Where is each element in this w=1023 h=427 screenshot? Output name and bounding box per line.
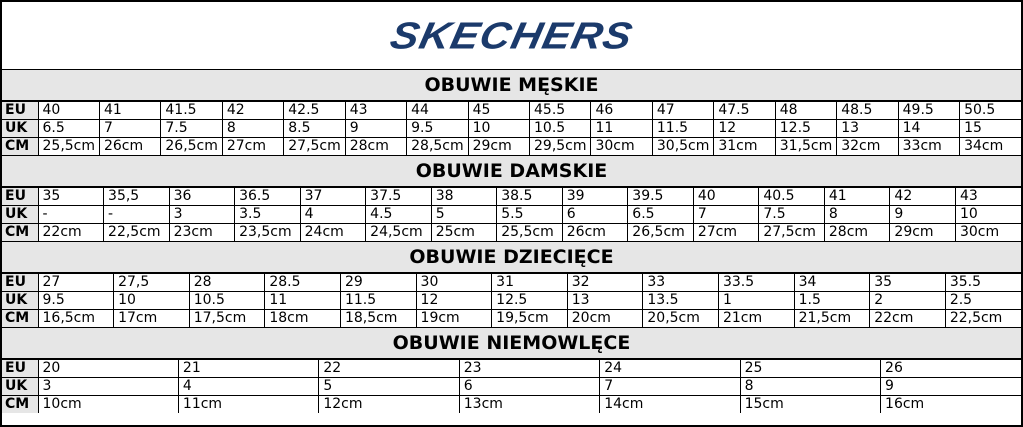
row-label: UK	[2, 378, 38, 396]
size-cell: 23cm	[169, 224, 235, 242]
size-table	[2, 359, 1021, 413]
size-cell: 32	[567, 274, 643, 292]
size-cell: 25,5cm	[497, 224, 563, 242]
size-cell: 42.5	[284, 102, 345, 120]
size-cell: 40	[693, 188, 759, 206]
size-cell: 34cm	[960, 138, 1021, 156]
size-cell: 26,5cm	[628, 224, 694, 242]
size-cell: 47	[652, 102, 713, 120]
size-cell: 27,5cm	[284, 138, 345, 156]
size-cell: 35	[870, 274, 946, 292]
size-cell: 50.5	[960, 102, 1021, 120]
size-cell: 36	[169, 188, 235, 206]
size-cell: 29cm	[468, 138, 529, 156]
table-row	[2, 102, 1021, 120]
size-cell: 13	[837, 120, 898, 138]
size-cell: 12	[714, 120, 775, 138]
size-cell: 42	[890, 188, 956, 206]
size-cell: 23	[459, 360, 599, 378]
size-cell: 6	[562, 206, 628, 224]
size-cell: 8	[222, 120, 283, 138]
brand-logo-text: SKECHERS	[386, 13, 637, 57]
size-cell: 12.5	[775, 120, 836, 138]
size-cell: 31	[492, 274, 568, 292]
size-cell: 22,5cm	[945, 310, 1021, 328]
section-title: OBUWIE DAMSKIE	[2, 156, 1021, 187]
size-cell: 28cm	[824, 224, 890, 242]
size-cell: 19,5cm	[492, 310, 568, 328]
size-cell: 10	[114, 292, 190, 310]
size-cell: 5	[319, 378, 459, 396]
table-row	[2, 310, 1021, 328]
size-cell: 7	[600, 378, 740, 396]
size-cell: 21,5cm	[794, 310, 870, 328]
size-cell: 30,5cm	[652, 138, 713, 156]
row-label: EU	[2, 274, 38, 292]
size-cell: 29,5cm	[530, 138, 591, 156]
size-cell: 4	[178, 378, 318, 396]
row-label: CM	[2, 138, 38, 156]
size-section	[2, 156, 1021, 242]
size-cell: 10.5	[189, 292, 265, 310]
size-cell: 38.5	[497, 188, 563, 206]
size-cell: 48	[775, 102, 836, 120]
size-cell: 27cm	[693, 224, 759, 242]
size-cell: 12	[416, 292, 492, 310]
size-section	[2, 242, 1021, 328]
size-cell: 17cm	[114, 310, 190, 328]
row-label: UK	[2, 206, 38, 224]
size-cell: 28,5cm	[407, 138, 468, 156]
size-cell: 9.5	[407, 120, 468, 138]
size-cell: 24,5cm	[366, 224, 432, 242]
size-cell: 2	[870, 292, 946, 310]
size-cell: 13cm	[459, 396, 599, 414]
size-cell: 24cm	[300, 224, 366, 242]
size-cell: 26cm	[562, 224, 628, 242]
size-cell: 42	[222, 102, 283, 120]
size-cell: 4.5	[366, 206, 432, 224]
row-label: CM	[2, 396, 38, 414]
size-cell: 41	[99, 102, 160, 120]
size-cell: 43	[955, 188, 1021, 206]
size-cell: 10	[955, 206, 1021, 224]
size-cell: 9.5	[38, 292, 114, 310]
size-table	[2, 273, 1021, 328]
size-cell: 22cm	[870, 310, 946, 328]
table-row	[2, 378, 1021, 396]
table-row	[2, 274, 1021, 292]
size-cell: 9	[345, 120, 406, 138]
size-cell: 10	[468, 120, 529, 138]
size-cell: 28cm	[345, 138, 406, 156]
size-cell: 6.5	[628, 206, 694, 224]
size-cell: 22,5cm	[104, 224, 170, 242]
size-cell: 28.5	[265, 274, 341, 292]
size-cell: 14cm	[600, 396, 740, 414]
size-cell: 30cm	[955, 224, 1021, 242]
size-cell: 29	[340, 274, 416, 292]
size-cell: 39	[562, 188, 628, 206]
size-cell: 23,5cm	[235, 224, 301, 242]
size-cell: 10cm	[38, 396, 178, 414]
row-label: CM	[2, 224, 38, 242]
size-cell: 30	[416, 274, 492, 292]
size-cell: 7	[693, 206, 759, 224]
size-cell: 12.5	[492, 292, 568, 310]
size-cell: 34	[794, 274, 870, 292]
size-cell: 32cm	[837, 138, 898, 156]
size-cell: 4	[300, 206, 366, 224]
size-cell: 46	[591, 102, 652, 120]
size-cell: 5.5	[497, 206, 563, 224]
size-cell: 13.5	[643, 292, 719, 310]
size-cell: 25,5cm	[38, 138, 99, 156]
size-cell: 25	[740, 360, 880, 378]
table-row	[2, 224, 1021, 242]
size-cell: 17,5cm	[189, 310, 265, 328]
size-cell: 30cm	[591, 138, 652, 156]
table-row	[2, 360, 1021, 378]
size-cell: 33	[643, 274, 719, 292]
row-label: CM	[2, 310, 38, 328]
size-cell: 24	[600, 360, 740, 378]
table-row	[2, 206, 1021, 224]
size-cell: 43	[345, 102, 406, 120]
size-cell: 27	[38, 274, 114, 292]
size-cell: 7.5	[759, 206, 825, 224]
brand-logo	[2, 2, 1021, 70]
size-cell: 47.5	[714, 102, 775, 120]
table-row	[2, 120, 1021, 138]
size-cell: 41	[824, 188, 890, 206]
size-cell: 45	[468, 102, 529, 120]
row-label: UK	[2, 292, 38, 310]
size-cell: 1	[718, 292, 794, 310]
size-cell: -	[104, 206, 170, 224]
size-cell: 22	[319, 360, 459, 378]
table-row	[2, 396, 1021, 414]
size-cell: 39.5	[628, 188, 694, 206]
row-label: EU	[2, 360, 38, 378]
size-cell: 26cm	[99, 138, 160, 156]
size-cell: 31,5cm	[775, 138, 836, 156]
table-row	[2, 138, 1021, 156]
size-cell: 21cm	[718, 310, 794, 328]
row-label: EU	[2, 188, 38, 206]
size-section	[2, 70, 1021, 156]
size-cell: 16cm	[881, 396, 1021, 414]
size-cell: 8	[740, 378, 880, 396]
size-cell: 11	[591, 120, 652, 138]
size-cell: 27,5	[114, 274, 190, 292]
size-cell: 18,5cm	[340, 310, 416, 328]
size-cell: 37.5	[366, 188, 432, 206]
size-cell: 38	[431, 188, 497, 206]
size-sections	[2, 70, 1021, 413]
size-cell: 13	[567, 292, 643, 310]
size-cell: 7.5	[161, 120, 222, 138]
size-cell: 12cm	[319, 396, 459, 414]
size-cell: 11.5	[340, 292, 416, 310]
size-cell: 8.5	[284, 120, 345, 138]
size-cell: 1.5	[794, 292, 870, 310]
section-title: OBUWIE MĘSKIE	[2, 70, 1021, 101]
size-cell: 31cm	[714, 138, 775, 156]
size-cell: 2.5	[945, 292, 1021, 310]
size-cell: 26,5cm	[161, 138, 222, 156]
size-cell: 11.5	[652, 120, 713, 138]
size-cell: 16,5cm	[38, 310, 114, 328]
size-cell: 15cm	[740, 396, 880, 414]
size-cell: 9	[890, 206, 956, 224]
size-cell: 3.5	[235, 206, 301, 224]
size-cell: 22cm	[38, 224, 104, 242]
size-cell: 10.5	[530, 120, 591, 138]
size-cell: 29cm	[890, 224, 956, 242]
size-table	[2, 101, 1021, 156]
table-row	[2, 292, 1021, 310]
size-cell: 20	[38, 360, 178, 378]
row-label: EU	[2, 102, 38, 120]
size-cell: 27,5cm	[759, 224, 825, 242]
size-cell: 18cm	[265, 310, 341, 328]
size-cell: 6	[459, 378, 599, 396]
size-cell: 28	[189, 274, 265, 292]
size-cell: 21	[178, 360, 318, 378]
size-table	[2, 187, 1021, 242]
size-cell: 40	[38, 102, 99, 120]
size-cell: 19cm	[416, 310, 492, 328]
size-cell: 6.5	[38, 120, 99, 138]
size-cell: 41.5	[161, 102, 222, 120]
size-cell: 11cm	[178, 396, 318, 414]
size-cell: 8	[824, 206, 890, 224]
size-cell: 25cm	[431, 224, 497, 242]
section-title: OBUWIE NIEMOWLĘCE	[2, 328, 1021, 359]
size-section	[2, 328, 1021, 413]
size-cell: 44	[407, 102, 468, 120]
size-cell: 3	[169, 206, 235, 224]
size-cell: 27cm	[222, 138, 283, 156]
size-cell: 40.5	[759, 188, 825, 206]
size-cell: 11	[265, 292, 341, 310]
size-cell: 9	[881, 378, 1021, 396]
size-cell: 3	[38, 378, 178, 396]
row-label: UK	[2, 120, 38, 138]
size-cell: 20cm	[567, 310, 643, 328]
size-cell: 5	[431, 206, 497, 224]
section-title: OBUWIE DZIECIĘCE	[2, 242, 1021, 273]
size-cell: 35,5	[104, 188, 170, 206]
size-cell: 35	[38, 188, 104, 206]
size-cell: 26	[881, 360, 1021, 378]
size-cell: 45.5	[530, 102, 591, 120]
size-cell: 49.5	[898, 102, 959, 120]
size-cell: 33cm	[898, 138, 959, 156]
size-cell: -	[38, 206, 104, 224]
size-cell: 36.5	[235, 188, 301, 206]
size-cell: 33.5	[718, 274, 794, 292]
size-cell: 14	[898, 120, 959, 138]
size-cell: 35.5	[945, 274, 1021, 292]
size-cell: 15	[960, 120, 1021, 138]
size-cell: 37	[300, 188, 366, 206]
table-row	[2, 188, 1021, 206]
size-cell: 48.5	[837, 102, 898, 120]
size-cell: 20,5cm	[643, 310, 719, 328]
size-cell: 7	[99, 120, 160, 138]
